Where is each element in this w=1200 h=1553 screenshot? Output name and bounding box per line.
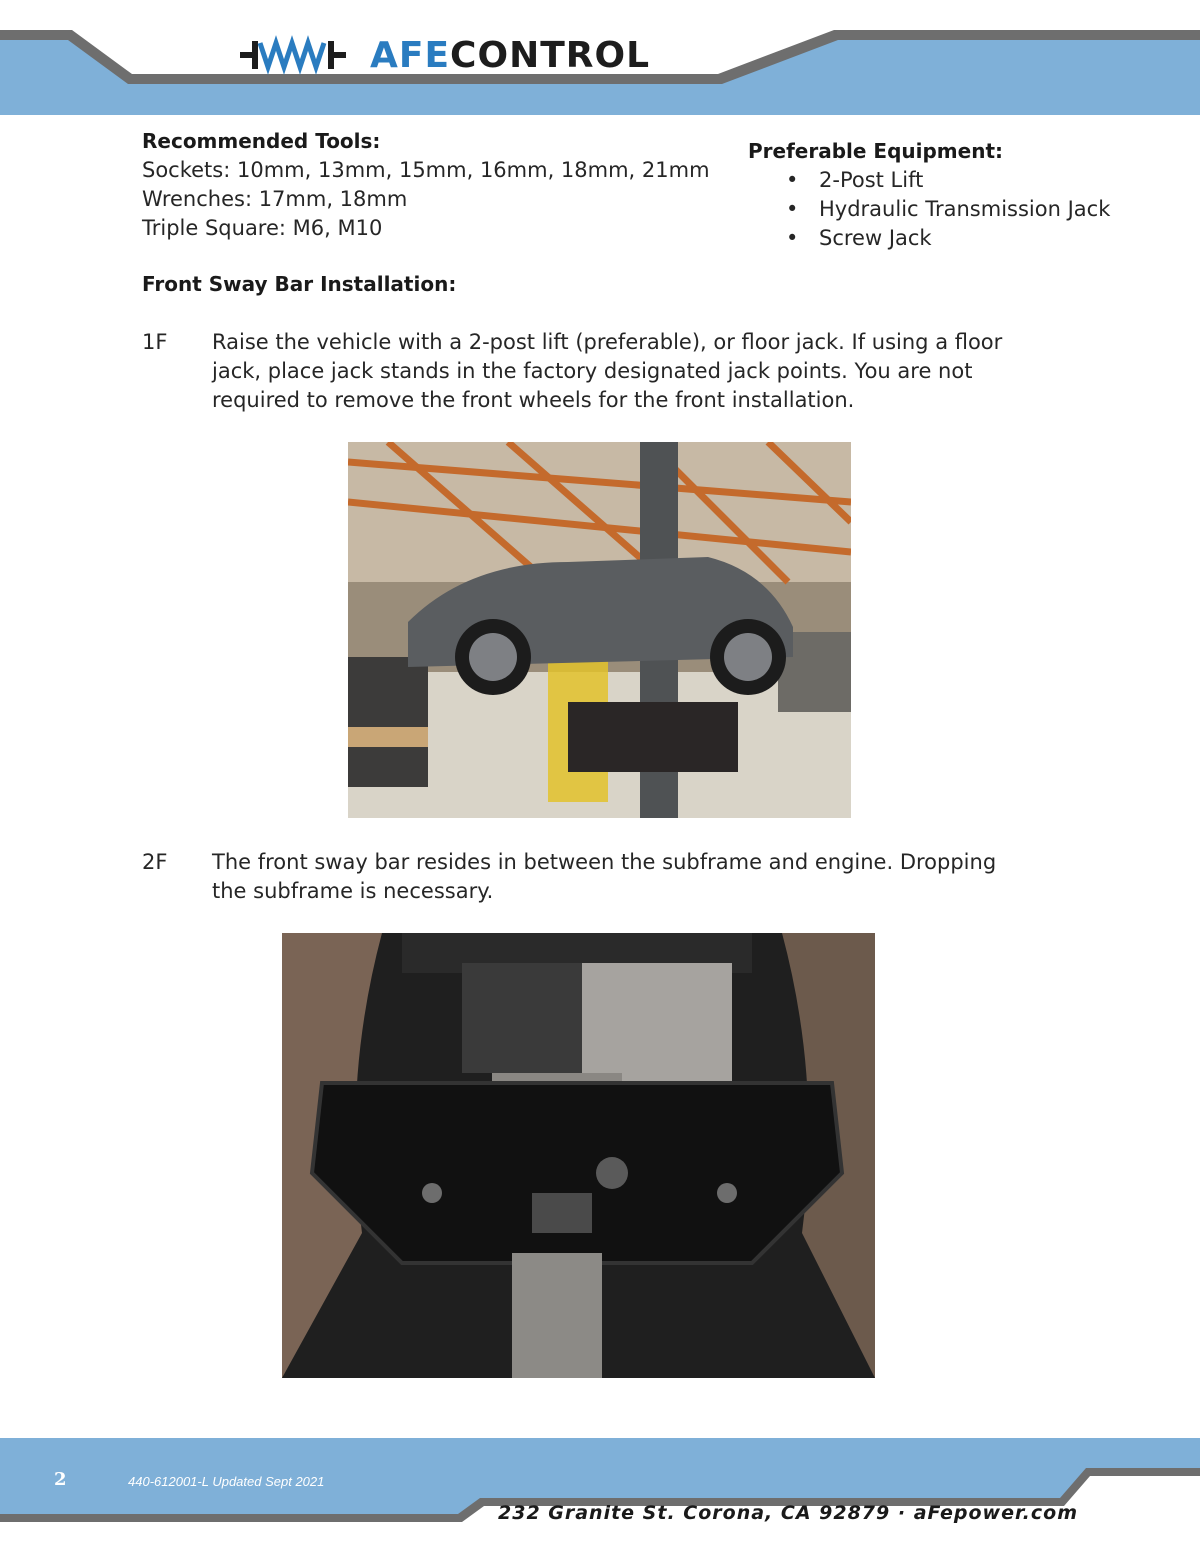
photo-car-on-lift	[348, 442, 851, 818]
page-number: 2	[54, 1469, 67, 1490]
recommended-tools	[142, 127, 710, 243]
tools-line: Wrenches: 17mm, 18mm	[142, 187, 408, 211]
step-line: required to remove the front wheels for the front installation.	[212, 388, 855, 412]
preferable-equipment	[748, 137, 1110, 253]
tools-heading: Recommended Tools:	[142, 129, 381, 153]
step-number: 2F	[142, 850, 168, 874]
photo-subframe-underside	[282, 933, 875, 1378]
equipment-item: • Hydraulic Transmission Jack	[748, 195, 1110, 224]
step-2f	[142, 848, 1072, 906]
damper-logo-icon	[240, 35, 360, 75]
step-line: Raise the vehicle with a 2-post lift (preferable), or floor jack. If using a floor	[212, 330, 1003, 354]
step-number: 1F	[142, 330, 168, 354]
step-line: The front sway bar resides in between the subframe and engine. Dropping	[212, 850, 997, 874]
logo-word-control: CONTROL	[450, 34, 651, 76]
step-1f	[142, 328, 1072, 415]
equipment-item: • Screw Jack	[748, 224, 1110, 253]
tools-line: Sockets: 10mm, 13mm, 15mm, 16mm, 18mm, 21mm	[142, 158, 710, 182]
step-line: the subframe is necessary.	[212, 879, 494, 903]
section-title: Front Sway Bar Installation:	[142, 272, 457, 296]
tools-line: Triple Square: M6, M10	[142, 216, 383, 240]
equipment-heading: Preferable Equipment:	[748, 139, 1003, 163]
equipment-item: • 2-Post Lift	[748, 166, 1110, 195]
logo-word-afe: AFE	[370, 34, 451, 76]
footer-band	[0, 1438, 1200, 1553]
company-address: 232 Granite St. Corona, CA 92879 · aFepower.com	[498, 1502, 1078, 1524]
afe-control-logo	[240, 30, 650, 80]
equipment-list	[748, 166, 1110, 253]
document-code: 440-612001-L Updated Sept 2021	[128, 1474, 325, 1489]
step-line: jack, place jack stands in the factory designated jack points. You are not	[212, 359, 973, 383]
